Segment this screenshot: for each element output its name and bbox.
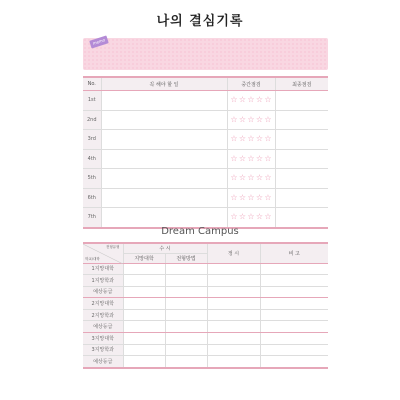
university-cell[interactable] bbox=[123, 356, 165, 368]
note-cell[interactable] bbox=[260, 321, 328, 333]
admission-row bbox=[83, 356, 328, 368]
star-rating[interactable] bbox=[228, 96, 275, 104]
star-icon[interactable]: ☆ bbox=[238, 134, 247, 144]
university-cell[interactable] bbox=[123, 309, 165, 321]
finalcheck-cell[interactable] bbox=[275, 188, 328, 208]
goal-row bbox=[83, 188, 328, 208]
subheader-method: 전형방법 bbox=[165, 253, 207, 263]
admission-row-label: 2지망학과 bbox=[83, 309, 123, 321]
note-cell[interactable] bbox=[260, 286, 328, 298]
method-cell[interactable] bbox=[165, 298, 207, 310]
goal-row bbox=[83, 91, 328, 111]
admission-row bbox=[83, 275, 328, 287]
page-title: 나의 결심기록 bbox=[156, 14, 244, 29]
admission-row bbox=[83, 286, 328, 298]
star-icon[interactable]: ☆ bbox=[255, 134, 264, 144]
admission-row-label: 1지망대학 bbox=[83, 263, 123, 275]
admission-row bbox=[83, 309, 328, 321]
star-rating[interactable] bbox=[228, 135, 275, 143]
star-rating[interactable] bbox=[228, 155, 275, 163]
star-icon[interactable]: ☆ bbox=[247, 212, 255, 222]
jeongsi-cell[interactable] bbox=[207, 275, 260, 287]
admission-row-label: 예상등급 bbox=[83, 286, 123, 298]
goal-row bbox=[83, 169, 328, 189]
star-icon[interactable]: ☆ bbox=[230, 173, 238, 183]
admission-row bbox=[83, 321, 328, 333]
star-icon[interactable]: ☆ bbox=[230, 95, 238, 105]
method-cell[interactable] bbox=[165, 286, 207, 298]
midcheck-stars[interactable] bbox=[227, 208, 275, 228]
finalcheck-cell[interactable] bbox=[275, 169, 328, 189]
star-icon[interactable]: ☆ bbox=[264, 212, 272, 222]
star-icon[interactable]: ☆ bbox=[230, 134, 238, 144]
jeongsi-cell[interactable] bbox=[207, 298, 260, 310]
note-cell[interactable] bbox=[260, 275, 328, 287]
goal-task-cell[interactable] bbox=[101, 208, 227, 228]
goal-task-cell[interactable] bbox=[101, 110, 227, 130]
admission-row-label: 예상등급 bbox=[83, 356, 123, 368]
star-icon[interactable]: ☆ bbox=[264, 192, 272, 202]
memo-area[interactable] bbox=[83, 38, 328, 70]
jeongsi-cell[interactable] bbox=[207, 263, 260, 275]
midcheck-stars[interactable] bbox=[227, 130, 275, 150]
jeongsi-cell[interactable] bbox=[207, 344, 260, 356]
note-cell[interactable] bbox=[260, 344, 328, 356]
method-cell[interactable] bbox=[165, 344, 207, 356]
subheader-university: 지망대학 bbox=[123, 253, 165, 263]
note-cell[interactable] bbox=[260, 356, 328, 368]
method-cell[interactable] bbox=[165, 321, 207, 333]
goal-number: 5th bbox=[83, 169, 101, 189]
jeongsi-cell[interactable] bbox=[207, 333, 260, 345]
star-icon[interactable]: ☆ bbox=[230, 153, 238, 163]
method-cell[interactable] bbox=[165, 333, 207, 345]
star-icon[interactable]: ☆ bbox=[264, 95, 272, 105]
finalcheck-cell[interactable] bbox=[275, 91, 328, 111]
star-rating[interactable] bbox=[228, 174, 275, 182]
star-icon[interactable]: ☆ bbox=[255, 114, 264, 124]
section-title: Dream Campus bbox=[161, 226, 239, 237]
university-cell[interactable] bbox=[123, 321, 165, 333]
goal-task-cell[interactable] bbox=[101, 188, 227, 208]
jeongsi-cell[interactable] bbox=[207, 309, 260, 321]
goals-header-midcheck: 중간점검 bbox=[227, 77, 275, 91]
goal-number: 6th bbox=[83, 188, 101, 208]
star-icon[interactable]: ☆ bbox=[230, 212, 238, 222]
star-icon[interactable]: ☆ bbox=[255, 212, 264, 222]
goal-row bbox=[83, 208, 328, 228]
admission-row-label: 3지망대학 bbox=[83, 333, 123, 345]
goal-number: 3rd bbox=[83, 130, 101, 150]
goal-task-cell[interactable] bbox=[101, 91, 227, 111]
header-susi: 수 시 bbox=[123, 243, 207, 253]
admission-row bbox=[83, 298, 328, 310]
star-icon[interactable]: ☆ bbox=[230, 192, 238, 202]
star-icon[interactable]: ☆ bbox=[255, 95, 264, 105]
midcheck-stars[interactable] bbox=[227, 169, 275, 189]
star-icon[interactable]: ☆ bbox=[247, 134, 255, 144]
star-rating[interactable] bbox=[228, 213, 275, 221]
goal-row bbox=[83, 110, 328, 130]
star-icon[interactable]: ☆ bbox=[247, 95, 255, 105]
admission-row-label: 2지망대학 bbox=[83, 298, 123, 310]
method-cell[interactable] bbox=[165, 309, 207, 321]
memo-tag-label: memo bbox=[92, 37, 106, 46]
method-cell[interactable] bbox=[165, 356, 207, 368]
admission-row bbox=[83, 333, 328, 345]
university-cell[interactable] bbox=[123, 275, 165, 287]
star-icon[interactable]: ☆ bbox=[255, 173, 264, 183]
star-icon[interactable]: ☆ bbox=[247, 192, 255, 202]
star-icon[interactable]: ☆ bbox=[238, 173, 247, 183]
admission-row bbox=[83, 263, 328, 275]
star-icon[interactable]: ☆ bbox=[238, 192, 247, 202]
method-cell[interactable] bbox=[165, 275, 207, 287]
goal-number: 4th bbox=[83, 149, 101, 169]
midcheck-stars[interactable] bbox=[227, 110, 275, 130]
method-cell[interactable] bbox=[165, 263, 207, 275]
university-cell[interactable] bbox=[123, 344, 165, 356]
goal-task-cell[interactable] bbox=[101, 169, 227, 189]
header-bigo: 비 고 bbox=[260, 243, 328, 263]
goal-number: 1st bbox=[83, 91, 101, 111]
star-icon[interactable]: ☆ bbox=[264, 153, 272, 163]
goal-number: 7th bbox=[83, 208, 101, 228]
note-cell[interactable] bbox=[260, 309, 328, 321]
finalcheck-cell[interactable] bbox=[275, 208, 328, 228]
goal-row bbox=[83, 149, 328, 169]
note-cell[interactable] bbox=[260, 333, 328, 345]
jeongsi-cell[interactable] bbox=[207, 321, 260, 333]
star-icon[interactable]: ☆ bbox=[264, 173, 272, 183]
university-cell[interactable] bbox=[123, 333, 165, 345]
star-icon[interactable]: ☆ bbox=[238, 153, 247, 163]
star-rating[interactable] bbox=[228, 116, 275, 124]
star-icon[interactable]: ☆ bbox=[238, 114, 247, 124]
note-cell[interactable] bbox=[260, 298, 328, 310]
goal-task-cell[interactable] bbox=[101, 130, 227, 150]
goals-header-finalcheck: 최종점검 bbox=[275, 77, 328, 91]
jeongsi-cell[interactable] bbox=[207, 356, 260, 368]
goal-task-cell[interactable] bbox=[101, 149, 227, 169]
goals-header-no: No. bbox=[83, 77, 101, 91]
admission-row-label: 3지망학과 bbox=[83, 344, 123, 356]
admission-row-label: 예상등급 bbox=[83, 321, 123, 333]
goal-number: 2nd bbox=[83, 110, 101, 130]
header-jeongsi: 정 시 bbox=[207, 243, 260, 263]
star-icon[interactable]: ☆ bbox=[247, 114, 255, 124]
corner-label-school: 학교/대학 bbox=[85, 256, 100, 261]
goals-header-task: 꼭 해야 할 일 bbox=[101, 77, 227, 91]
star-icon[interactable]: ☆ bbox=[255, 153, 264, 163]
midcheck-stars[interactable] bbox=[227, 188, 275, 208]
midcheck-stars[interactable] bbox=[227, 91, 275, 111]
star-icon[interactable]: ☆ bbox=[264, 114, 272, 124]
star-icon[interactable]: ☆ bbox=[230, 114, 238, 124]
finalcheck-cell[interactable] bbox=[275, 130, 328, 150]
goals-table bbox=[83, 76, 328, 229]
university-cell[interactable] bbox=[123, 286, 165, 298]
star-icon[interactable]: ☆ bbox=[264, 134, 272, 144]
finalcheck-cell[interactable] bbox=[275, 149, 328, 169]
star-icon[interactable]: ☆ bbox=[238, 95, 247, 105]
star-icon[interactable]: ☆ bbox=[247, 153, 255, 163]
jeongsi-cell[interactable] bbox=[207, 286, 260, 298]
admission-row-label: 1지망학과 bbox=[83, 275, 123, 287]
star-icon[interactable]: ☆ bbox=[238, 212, 247, 222]
star-icon[interactable]: ☆ bbox=[247, 173, 255, 183]
corner-label-type: 전형유형 bbox=[105, 245, 120, 249]
university-cell[interactable] bbox=[123, 298, 165, 310]
midcheck-stars[interactable] bbox=[227, 149, 275, 169]
university-cell[interactable] bbox=[123, 263, 165, 275]
goal-row bbox=[83, 130, 328, 150]
header-corner bbox=[83, 243, 123, 263]
finalcheck-cell[interactable] bbox=[275, 110, 328, 130]
admission-row bbox=[83, 344, 328, 356]
note-cell[interactable] bbox=[260, 263, 328, 275]
star-icon[interactable]: ☆ bbox=[255, 192, 264, 202]
star-rating[interactable] bbox=[228, 194, 275, 202]
admissions-table bbox=[83, 242, 328, 369]
